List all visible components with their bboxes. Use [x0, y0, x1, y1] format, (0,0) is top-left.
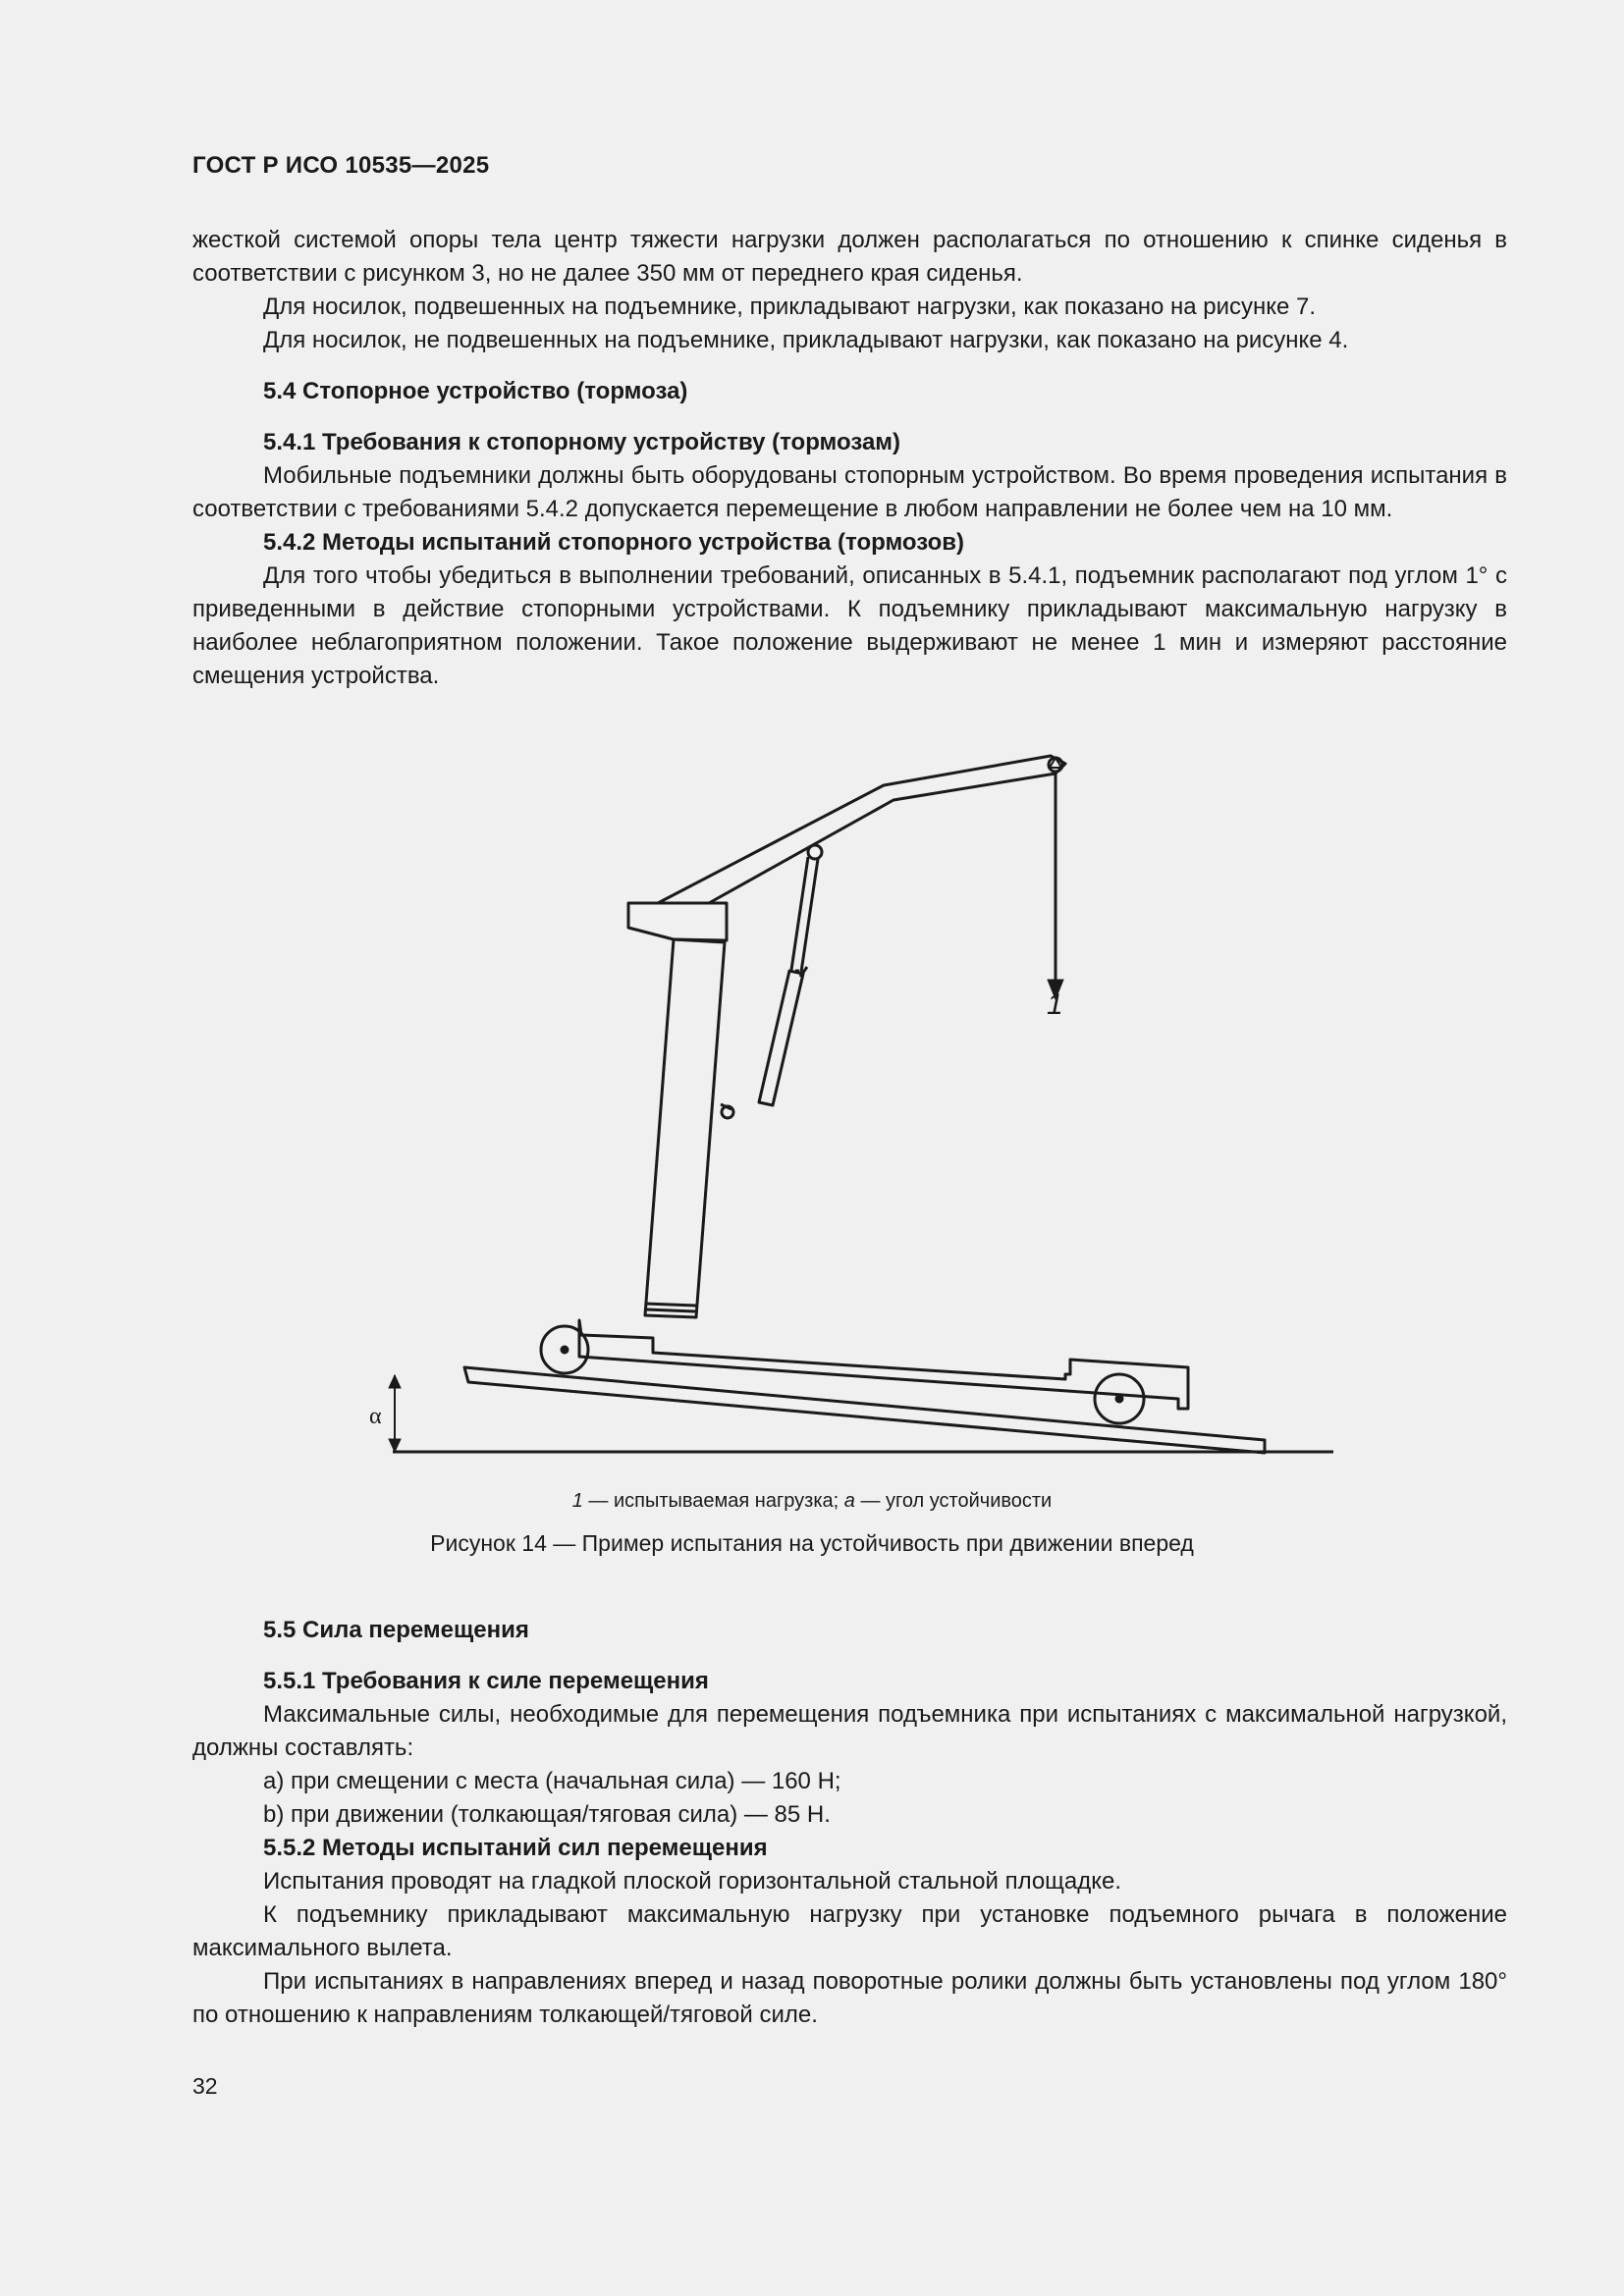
paragraph-max-forces: Максимальные силы, необходимые для перемещения подъемника при испытаниях с максимальной нагрузкой, должны составлять:: [192, 1701, 1507, 1761]
load-label: 1: [1047, 988, 1063, 1021]
list-item-b: b) при движении (толкающая/тяговая сила) — 85 Н.: [263, 1801, 831, 1828]
figure-14-stability-diagram: [334, 746, 1355, 1463]
mast-head: [628, 903, 727, 940]
page-number: 32: [192, 2073, 218, 2099]
angle-label: α: [369, 1404, 382, 1429]
figure-caption: Рисунок 14 — Пример испытания на устойчивость при движении вперед: [430, 1530, 1194, 1556]
lift-chassis: [579, 1320, 1188, 1409]
heading-5-4-1: 5.4.1 Требования к стопорному устройству (тормозам): [263, 429, 901, 455]
figure-legend: 1 — испытываемая нагрузка; a — угол устойчивости: [571, 1490, 1053, 1512]
heading-5-4: 5.4 Стопорное устройство (тормоза): [263, 378, 688, 404]
paragraph-test-surface: Испытания проводят на гладкой плоской горизонтальной стальной площадке.: [263, 1868, 1122, 1895]
paragraph-max-load: К подъемнику прикладывают максимальную нагрузку при установке подъемного рычага в положение максимального вылета.: [192, 1901, 1507, 1961]
lift-boom: [658, 756, 1065, 903]
paragraph-brake-test-method: Для того чтобы убедиться в выполнении требований, описанных в 5.4.1, подъемник располагают под углом 1° с приведенными в действие стопорными устройствами. К подъемнику прикладывают максимальную нагрузку в наиболее неблагоприятном положении. Такое положение выдерживают не менее 1 мин и измеряют расстояние смещения устройства.: [192, 562, 1507, 689]
heading-5-5-1: 5.5.1 Требования к силе перемещения: [263, 1668, 709, 1694]
paragraph-suspended-stretcher: Для носилок, подвешенных на подъемнике, прикладывают нагрузки, как показано на рисунке 7.: [263, 294, 1317, 320]
paragraph-center-of-gravity: жесткой системой опоры тела центр тяжести нагрузки должен располагаться по отношению к спинке сиденья в соответствии с рисунком 3, но не далее 350 мм от переднего края сиденья.: [192, 227, 1507, 287]
heading-5-4-2: 5.4.2 Методы испытаний стопорного устройства (тормозов): [263, 529, 964, 556]
heading-5-5-2: 5.5.2 Методы испытаний сил перемещения: [263, 1835, 768, 1861]
document-header: ГОСТ Р ИСО 10535—2025: [192, 152, 490, 179]
paragraph-caster-orientation: При испытаниях в направлениях вперед и назад поворотные ролики должны быть установлены под углом 180° по отношению к направлениям толкающей/тяговой силе.: [192, 1968, 1507, 2028]
actuator-piston: [791, 857, 808, 970]
lift-mast: [645, 939, 725, 1317]
paragraph-non-suspended-stretcher: Для носилок, не подвешенных на подъемнике, прикладывают нагрузки, как показано на рисунке 4.: [263, 327, 1349, 353]
inclined-platform: [464, 1367, 1265, 1453]
list-item-a: a) при смещении с места (начальная сила) — 160 Н;: [263, 1768, 841, 1794]
actuator-cylinder: [759, 971, 803, 1105]
section-5-5: [192, 1614, 1507, 2032]
load-arrow: [1048, 758, 1063, 999]
paragraph-brake-requirements: Мобильные подъемники должны быть оборудованы стопорным устройством. Во время проведения испытания в соответствии с требованиями 5.4.2 допускается перемещение в любом направлении не более чем на 10 мм.: [192, 462, 1507, 522]
section-5-4: [192, 224, 1507, 693]
angle-dimension: [389, 1375, 401, 1452]
heading-5-5: 5.5 Сила перемещения: [263, 1617, 529, 1643]
